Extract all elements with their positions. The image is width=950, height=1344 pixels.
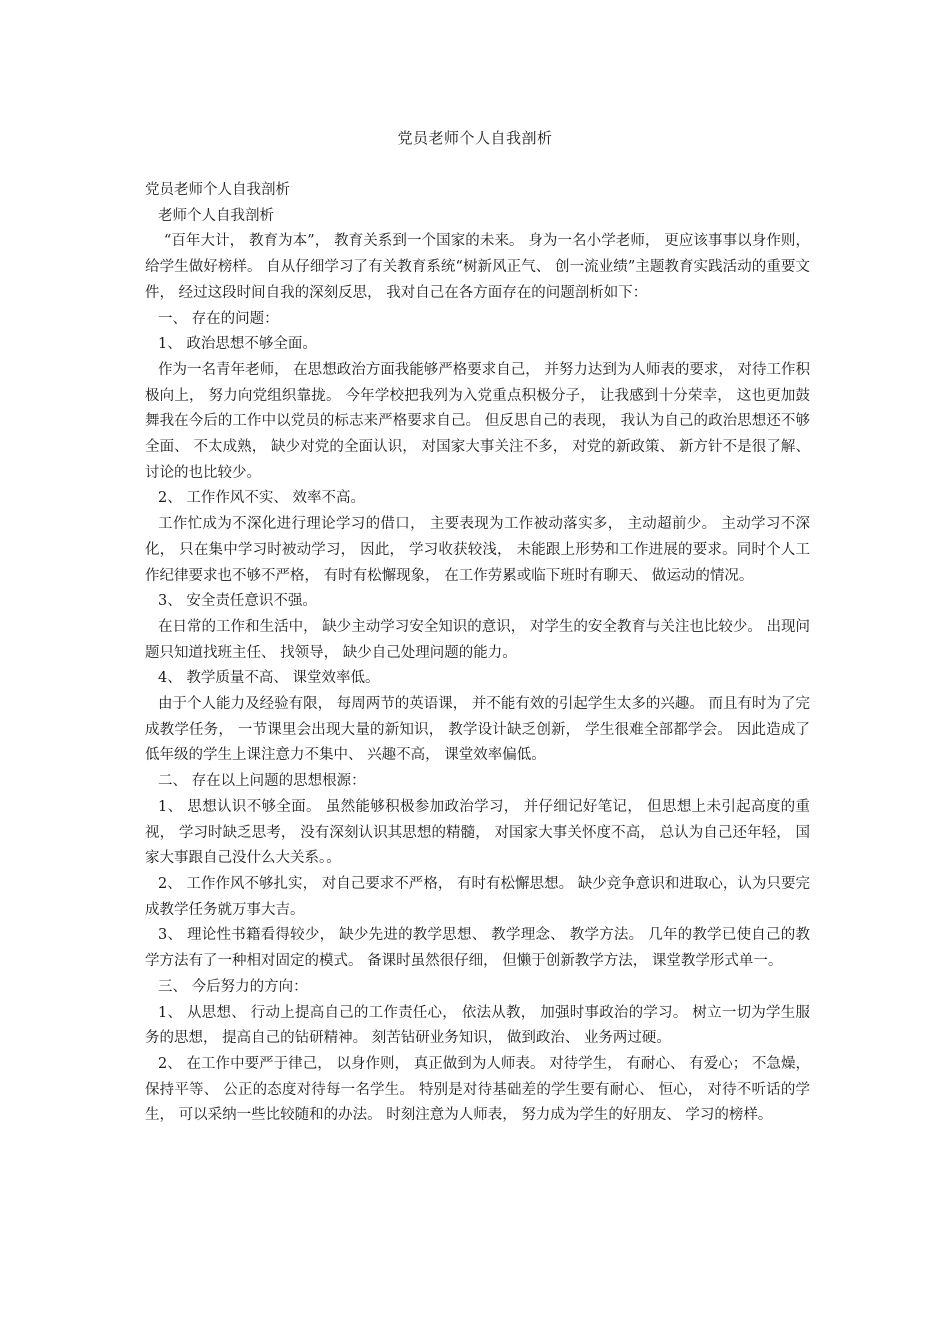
section-heading: 二、 存在以上问题的思想根源： <box>158 773 366 790</box>
paragraph: 2、 工作作风不够扎实， 对自己要求不严格， 有时有松懈思想。 缺少竞争意识和进取心，认为只要完成教学任务就万事大吉。 <box>145 875 810 918</box>
subsection-heading: 1、 政治思想不够全面。 <box>158 336 317 353</box>
paragraph: 由于个人能力及经验有限， 每周两节的英语课， 并不能有效的引起学生太多的兴趣。 而且有时为了完成教学任务， 一节课里会出现大量的新知识， 教学设计缺乏创新， 学生很难全部都学会。 因此造成了低年级的学生上课注意力不集中、 兴趣不高， 课堂效率偏低。 <box>145 696 810 764</box>
paragraph: 老师个人自我剖析 <box>158 207 275 224</box>
paragraph: 3、 理论性书籍看得较少， 缺少先进的教学思想、 教学理念、 教学方法。 几年的教学已使自己的教学方法有了一种相对固定的模式。 备课时虽然很仔细， 但懒于创新教学方法， 课堂教学形式单一。 <box>145 927 810 970</box>
document-title: 党员老师个人自我剖析 <box>397 129 553 147</box>
paragraph: 党员老师个人自我剖析 <box>145 182 290 198</box>
subsection-heading: 3、 安全责任意识不强。 <box>158 593 317 610</box>
paragraph: 作为一名青年老师， 在思想政治方面我能够严格要求自己， 并努力达到为人师表的要求， 对待工作积极向上， 努力向党组织靠拢。 今年学校把我列为入党重点积极分子， 让我感到十分荣幸， 这也更加鼓舞我在今后的工作中以党员的标志来严格要求自己。 但反思自己的表现， 我认为自己的政治思想还不够全面、 不太成熟， 缺少对党的全面认识， 对国家大事关注不多， 对党的新政策、 新方针不是很了解、 讨论的也比较少。 <box>145 361 810 481</box>
paragraph: 2、 在工作中要严于律己， 以身作则， 真正做到为人师表。 对待学生， 有耐心、 有爱心； 不急燥， 保持平等、 公正的态度对待每一名学生。 特别是对待基础差的学生要有耐心、 恒心， 对待不听话的学生， 可以采纳一些比较随和的办法。 时刻注意为人师表， 努力成为学生的好朋友、 学习的榜样。 <box>145 1055 810 1124</box>
paragraph: 在日常的工作和生活中， 缺少主动学习安全知识的意识， 对学生的安全教育与关注也比较少。 出现问题只知道找班主任、 找领导， 缺少自己处理问题的能力。 <box>145 618 810 661</box>
section-heading: 三、 今后努力的方向： <box>158 978 308 995</box>
subsection-heading: 4、 教学质量不高、 课堂效率低。 <box>158 670 380 687</box>
document-body <box>145 178 810 1129</box>
paragraph: “百年大计， 教育为本”， 教育关系到一个国家的未来。 身为一名小学老师， 更应该事事以身作则， 给学生做好榜样。 自从仔细学习了有关教育系统“树新风正气、 创一流业绩”主题教育实践活动的重要文件， 经过这段时间自我的深刻反思， 我对自己在各方面存在的问题剖析如下： <box>145 233 810 301</box>
paragraph: 1、 思想认识不够全面。 虽然能够积极参加政治学习， 并仔细记好笔记， 但思想上未引起高度的重视， 学习时缺乏思考， 没有深刻认识其思想的精髓， 对国家大事关怀度不高， 总认为自己还年轻， 国家大事跟自己没什么大关系。。 <box>145 798 810 867</box>
section-heading: 一、 存在的问题： <box>158 310 279 327</box>
paragraph: 1、 从思想、 行动上提高自己的工作责任心， 依法从教， 加强时事政治的学习。 树立一切为学生服务的思想， 提高自己的钻研精神。 刻苦钻研业务知识， 做到政治、 业务两过硬。 <box>145 1004 810 1047</box>
paragraph: 工作忙成为不深化进行理论学习的借口， 主要表现为工作被动落实多， 主动超前少。 主动学习不深化， 只在集中学习时被动学习， 因此， 学习收获较浅， 未能跟上形势和工作进展的要求。同时个人工作纪律要求也不够不严格， 有时有松懈现象， 在工作劳累或临下班时有聊天、 做运动的情况。 <box>145 516 810 584</box>
subsection-heading: 2、 工作作风不实、 效率不高。 <box>158 490 365 507</box>
